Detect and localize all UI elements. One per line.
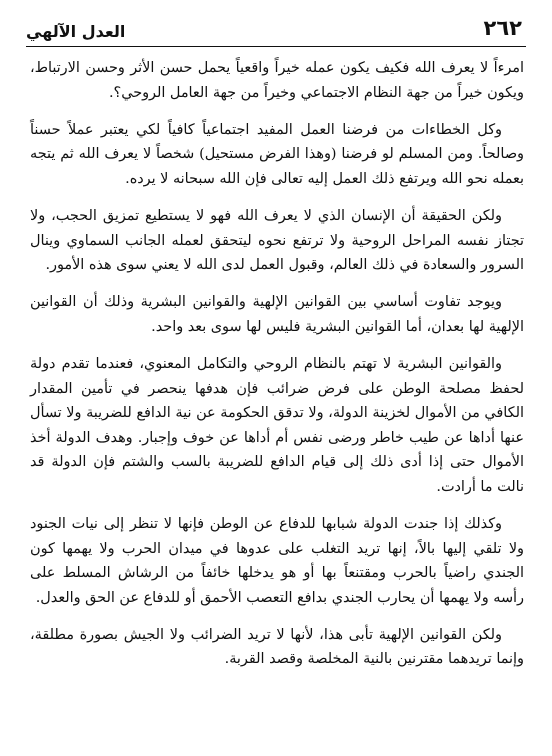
paragraph: ولكن الحقيقة أن الإنسان الذي لا يعرف الله فهو لا يستطيع تمزيق الحجب، ولا تجتاز نفسه المراحل الروحية ولا ترتفع نحوه ليتحقق لعمله الجانب السماوي وينال السرور والسعادة في ذلك العالم، وقبول العمل لدى الله لا يعني سوى هذه الأمور. (30, 207, 524, 274)
page-header (26, 10, 526, 47)
paragraph: ويوجد تفاوت أساسي بين القوانين الإلهية والقوانين البشرية وذلك أن القوانين الإلهية لها بعدان، أما القوانين البشرية فليس لها سوى بعد واحد. (30, 294, 524, 335)
body-text (30, 56, 524, 685)
paragraph: وكذلك إذا جندت الدولة شبابها للدفاع عن الوطن فإنها لا تنظر إلى نيات الجنود ولا تلقي إليها بالاً، إنها تريد التغلب على عدوها في ميدان الحرب ولا يهمها كون الجندي راضياً بالحرب ومقتنعاً بها أو هو يدخلها خائفاً من الرشاش المسلط على رأسه ولا يهمها أن يحارب الجندي بدافع التعصب الأحمق أو للدفاع عن الحق والعدل. (30, 516, 524, 606)
paragraph: ولكن القوانين الإلهية تأبى هذا، لأنها لا تريد الضرائب ولا الجيش بصورة مطلقة، وإنما تريدهما مقترنين بالنية المخلصة وقصد القربة. (30, 626, 524, 668)
paragraph: وكل الخطاءات من فرضنا العمل المفيد اجتماعياً كافياً لكي يعتبر عملاً حسناً وصالحاً. ومن المسلم لو فرضنا (وهذا الفرض مستحيل) شخصاً لا يعرف الله ثم يتجه بعمله نحو الله ويرتفع ذلك العمل إليه تعالى فإن الله سبحانه لا يرده. (30, 121, 524, 187)
paragraph: والقوانين البشرية لا تهتم بالنظام الروحي والتكامل المعنوي، فعندما تقدم دولة لحفظ مصلحة الوطن على فرض ضرائب فإن هدفها ينحصر في تأمين المقدار الكافي من الأموال لخزينة الدولة، ولا تدقق الحكومة عن نية الدافع للضريبة ولا تسأل عنها أداها عن طيب خاطر ورضى نفس أم أداها عن خوف وإجبار. وهدف الدولة أخذ الأموال حتى إذا أدى ذلك إلى قيام الدافع للضريبة بالسب والشتم فإن الدولة قد نالت ما أرادت. (30, 355, 524, 495)
page-number: ٢٦٢ (483, 16, 522, 40)
running-title: العدل الآلهي (26, 22, 126, 41)
paragraph: امرءاً لا يعرف الله فكيف يكون عمله خيراً واقعياً يحمل حسن الأثر وحسن الارتباط، ويكون خيراً من جهة النظام الاجتماعي وخيراً من جهة العامل الروحي؟. (30, 60, 524, 101)
